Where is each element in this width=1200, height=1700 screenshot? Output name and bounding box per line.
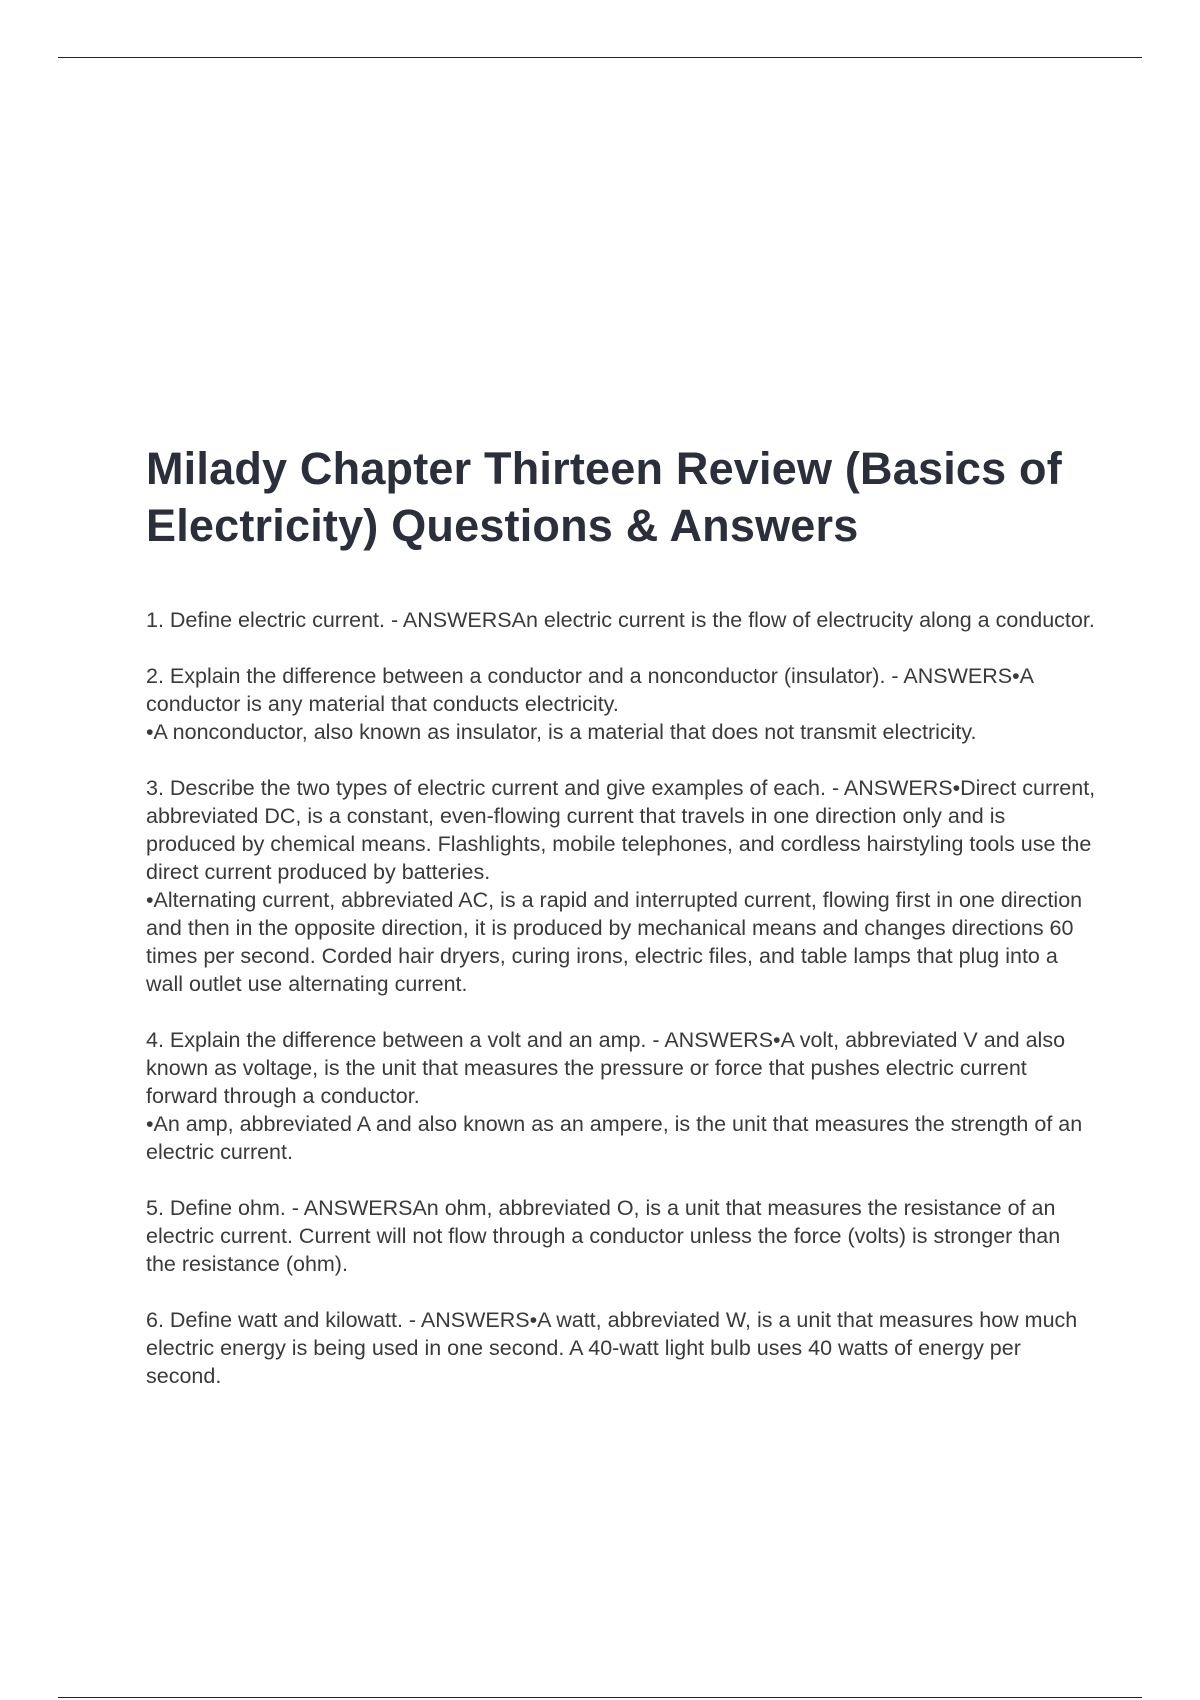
bottom-divider bbox=[58, 1697, 1142, 1698]
qa-item-6: 6. Define watt and kilowatt. - ANSWERS•A watt, abbreviated W, is a unit that measures how much electric energy is being used in one second. A 40-watt light bulb uses 40 watts of energy per second. bbox=[146, 1308, 1078, 1388]
qa-item-1: 1. Define electric current. - ANSWERSAn electric current is the flow of electrucity along a conductor. bbox=[146, 608, 1095, 632]
document-title: Milady Chapter Thirteen Review (Basics of Electricity) Questions & Answers bbox=[146, 443, 1062, 551]
document-body bbox=[146, 440, 1096, 1418]
qa-item-4: 4. Explain the difference between a volt and an amp. - ANSWERS•A volt, abbreviated V and also known as voltage, is the unit that measures the pressure or force that pushes electric current forward through a conductor. •An amp, abbreviated A and also known as an ampere, is the unit that measures the strength of an electric current. bbox=[146, 1028, 1083, 1164]
qa-item-3: 3. Describe the two types of electric current and give examples of each. - ANSWERS•Direct current, abbreviated DC, is a constant, even-flowing current that travels in one direction only and is produced by chemical means. Flashlights, mobile telephones, and cordless hairstyling tools use the direct current produced by batteries. •Alternating current, abbreviated AC, is a rapid and interrupted current, flowing first in one direction and then in the opposite direction, it is produced by mechanical means and changes directions 60 times per second. Corded hair dryers, curing irons, electric files, and table lamps that plug into a wall outlet use alternating current. bbox=[146, 776, 1096, 996]
top-divider bbox=[58, 57, 1142, 58]
qa-item-2: 2. Explain the difference between a conductor and a nonconductor (insulator). - ANSWERS•A conductor is any material that conducts electricity. •A nonconductor, also known as insulator, is a material that does not transmit electricity. bbox=[146, 664, 1033, 744]
qa-item-5: 5. Define ohm. - ANSWERSAn ohm, abbreviated O, is a unit that measures the resistance of an electric current. Current will not flow through a conductor unless the force (volts) is stronger than the resistance (ohm). bbox=[146, 1196, 1061, 1276]
qa-list bbox=[146, 606, 1096, 1390]
